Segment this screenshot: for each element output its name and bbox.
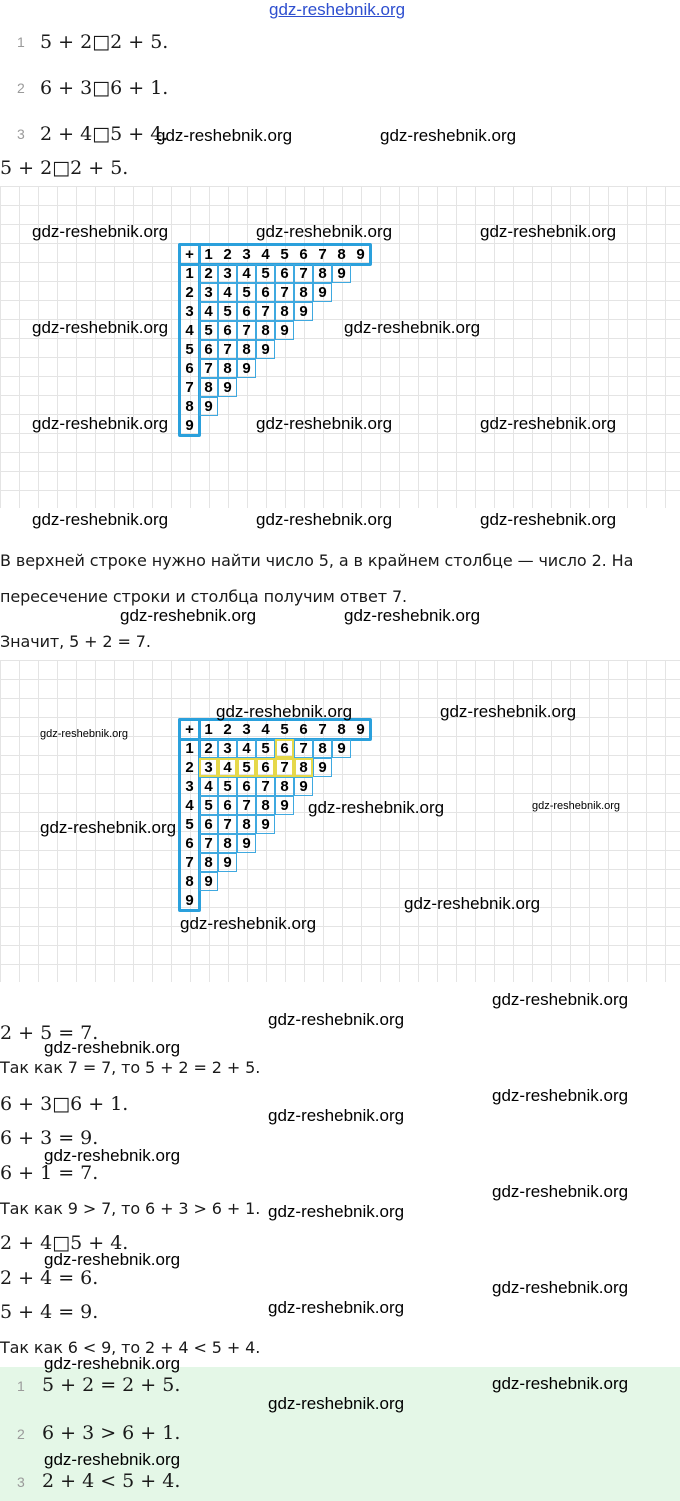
table-cell: 5 bbox=[256, 739, 275, 758]
table-cell: 4 bbox=[237, 739, 256, 758]
watermark: gdz-reshebnik.org bbox=[44, 1450, 181, 1469]
solution-line: Так как 7 = 7, то 5 + 2 = 2 + 5. bbox=[0, 1058, 261, 1077]
watermark: gdz-reshebnik.org bbox=[492, 1086, 629, 1105]
table-cell: 7 bbox=[237, 796, 256, 815]
table-cell: 5 bbox=[218, 302, 237, 321]
table-cell: 9 bbox=[256, 815, 275, 834]
table-cell: 8 bbox=[237, 340, 256, 359]
watermark: gdz-reshebnik.org bbox=[532, 800, 621, 812]
table-cell: 8 bbox=[313, 264, 332, 283]
table-header-cell: 9 bbox=[356, 721, 365, 738]
table-header-cell: 6 bbox=[299, 721, 308, 738]
watermark: gdz-reshebnik.org bbox=[344, 606, 481, 625]
table-cell: 9 bbox=[199, 872, 218, 891]
table-header-cell: 4 bbox=[261, 721, 270, 738]
table-cell: 5 bbox=[199, 796, 218, 815]
table-cell: 6 bbox=[275, 739, 294, 758]
table-row-header-cell: 7 bbox=[185, 379, 194, 396]
watermark: gdz-reshebnik.org bbox=[120, 606, 257, 625]
watermark: gdz-reshebnik.org bbox=[492, 1374, 629, 1393]
watermark: gdz-reshebnik.org bbox=[492, 1182, 629, 1201]
table-header-cell: 5 bbox=[280, 246, 289, 263]
answer-expression: 2 + 4 < 5 + 4. bbox=[42, 1470, 181, 1492]
watermark: gdz-reshebnik.org bbox=[380, 126, 517, 145]
table-cell: 8 bbox=[199, 853, 218, 872]
watermark: gdz-reshebnik.org bbox=[44, 1250, 181, 1269]
table-header-cell: 1 bbox=[204, 246, 213, 263]
table-cell: 2 bbox=[199, 739, 218, 758]
explanation-line: В верхней строке нужно найти число 5, а в крайнем столбце — число 2. На bbox=[0, 551, 634, 570]
table-row-header-cell: 5 bbox=[185, 341, 194, 358]
task-number: 2 bbox=[17, 80, 25, 96]
table-row-header-cell: 7 bbox=[185, 854, 194, 871]
table-cell: 9 bbox=[313, 283, 332, 302]
watermark: gdz-reshebnik.org bbox=[344, 318, 481, 337]
table-row-header-cell: 8 bbox=[185, 873, 194, 890]
table-header-cell: 8 bbox=[337, 721, 346, 738]
table-cell: 6 bbox=[218, 796, 237, 815]
task-expression: 5 + 2□2 + 5. bbox=[40, 31, 169, 53]
table-corner-cell: + bbox=[185, 246, 194, 263]
watermark: gdz-reshebnik.org bbox=[492, 990, 629, 1009]
table-header-cell: 8 bbox=[337, 246, 346, 263]
table-header-cell: 4 bbox=[261, 246, 270, 263]
table-cell: 4 bbox=[199, 302, 218, 321]
table-cell: 7 bbox=[237, 321, 256, 340]
table-row-header-cell: 6 bbox=[185, 360, 194, 377]
watermark: gdz-reshebnik.org bbox=[308, 798, 445, 817]
table-cell: 7 bbox=[199, 359, 218, 378]
table-cell: 7 bbox=[275, 283, 294, 302]
task-number: 1 bbox=[17, 34, 25, 50]
solution-line: 6 + 1 = 7. bbox=[0, 1162, 99, 1184]
table-cell: 8 bbox=[218, 359, 237, 378]
table-cell: 3 bbox=[199, 283, 218, 302]
table-cell: 3 bbox=[218, 264, 237, 283]
task-expression: 6 + 3□6 + 1. bbox=[40, 77, 169, 99]
table-header-cell: 7 bbox=[318, 246, 327, 263]
table-cell: 7 bbox=[199, 834, 218, 853]
explanation-line: пересечение строки и столбца получим ответ 7. bbox=[0, 587, 408, 606]
table-cell: 9 bbox=[332, 739, 351, 758]
table-cell: 6 bbox=[237, 777, 256, 796]
table-cell: 8 bbox=[275, 302, 294, 321]
table-cell: 2 bbox=[199, 264, 218, 283]
table-cell: 6 bbox=[237, 302, 256, 321]
watermark: gdz-reshebnik.org bbox=[40, 728, 129, 740]
table-header-cell: 7 bbox=[318, 721, 327, 738]
table-cell: 4 bbox=[218, 283, 237, 302]
table-cell: 8 bbox=[294, 758, 313, 777]
table-cell: 7 bbox=[294, 739, 313, 758]
table-cell: 9 bbox=[294, 777, 313, 796]
table-cell: 9 bbox=[332, 264, 351, 283]
answer-number: 1 bbox=[17, 1378, 25, 1394]
watermark: gdz-reshebnik.org bbox=[256, 414, 393, 433]
watermark: gdz-reshebnik.org bbox=[404, 894, 541, 913]
table-cell: 5 bbox=[237, 758, 256, 777]
answer-expression: 5 + 2 = 2 + 5. bbox=[42, 1374, 181, 1396]
table-cell: 9 bbox=[275, 796, 294, 815]
watermark: gdz-reshebnik.org bbox=[256, 222, 393, 241]
answer-number: 2 bbox=[17, 1426, 25, 1442]
table-cell: 3 bbox=[218, 739, 237, 758]
watermark: gdz-reshebnik.org bbox=[32, 222, 169, 241]
table-cell: 9 bbox=[294, 302, 313, 321]
watermark: gdz-reshebnik.org bbox=[44, 1354, 181, 1373]
table-cell: 7 bbox=[218, 340, 237, 359]
table-header-cell: 5 bbox=[280, 721, 289, 738]
table-header-cell: 2 bbox=[223, 721, 232, 738]
table-cell: 7 bbox=[256, 777, 275, 796]
table-cell: 8 bbox=[256, 796, 275, 815]
table-row-header-cell: 2 bbox=[185, 284, 194, 301]
watermark: gdz-reshebnik.org bbox=[268, 1202, 405, 1221]
table-cell: 8 bbox=[237, 815, 256, 834]
table-cell: 4 bbox=[199, 777, 218, 796]
watermark: gdz-reshebnik.org bbox=[32, 318, 169, 337]
table-cell: 9 bbox=[275, 321, 294, 340]
watermark: gdz-reshebnik.org bbox=[32, 510, 169, 529]
table-row-header-cell: 1 bbox=[185, 265, 194, 282]
watermark: gdz-reshebnik.org bbox=[32, 414, 169, 433]
table-cell: 8 bbox=[294, 283, 313, 302]
table-row-header-cell: 3 bbox=[185, 778, 194, 795]
table-cell: 6 bbox=[199, 340, 218, 359]
task-number: 3 bbox=[17, 126, 25, 142]
table-row-header-cell: 6 bbox=[185, 835, 194, 852]
table-cell: 8 bbox=[218, 834, 237, 853]
table-cell: 9 bbox=[237, 359, 256, 378]
table-cell: 9 bbox=[199, 397, 218, 416]
table-header-cell: 9 bbox=[356, 246, 365, 263]
watermark: gdz-reshebnik.org bbox=[44, 1146, 181, 1165]
table-cell: 9 bbox=[313, 758, 332, 777]
table-header-cell: 3 bbox=[242, 721, 251, 738]
table-cell: 5 bbox=[218, 777, 237, 796]
table-cell: 8 bbox=[199, 378, 218, 397]
watermark: gdz-reshebnik.org bbox=[180, 914, 317, 933]
answer-expression: 6 + 3 > 6 + 1. bbox=[42, 1422, 181, 1444]
table-header-cell: 1 bbox=[204, 721, 213, 738]
table-cell: 9 bbox=[218, 378, 237, 397]
table-row-header-cell: 8 bbox=[185, 398, 194, 415]
solution-line: 2 + 4 = 6. bbox=[0, 1267, 99, 1289]
solution-line: 2 + 5 = 7. bbox=[0, 1022, 99, 1044]
table-cell: 5 bbox=[256, 264, 275, 283]
solution-line: 5 + 4 = 9. bbox=[0, 1301, 99, 1323]
watermark: gdz-reshebnik.org bbox=[40, 818, 177, 837]
watermark: gdz-reshebnik.org bbox=[480, 510, 617, 529]
table-cell: 6 bbox=[218, 321, 237, 340]
table-cell: 8 bbox=[275, 777, 294, 796]
watermark: gdz-reshebnik.org bbox=[156, 126, 293, 145]
solution-line: Так как 6 < 9, то 2 + 4 < 5 + 4. bbox=[0, 1338, 261, 1357]
watermark: gdz-reshebnik.org bbox=[268, 1106, 405, 1125]
solution-line: Так как 9 > 7, то 6 + 3 > 6 + 1. bbox=[0, 1199, 261, 1218]
table-cell: 5 bbox=[199, 321, 218, 340]
solution-line: 6 + 3 = 9. bbox=[0, 1127, 99, 1149]
table-row-header-cell: 3 bbox=[185, 303, 194, 320]
table-cell: 7 bbox=[218, 815, 237, 834]
watermark: gdz-reshebnik.org bbox=[268, 1394, 405, 1413]
table-cell: 4 bbox=[218, 758, 237, 777]
solution-heading: 5 + 2□2 + 5. bbox=[0, 157, 129, 179]
watermark: gdz-reshebnik.org bbox=[216, 702, 353, 721]
table-cell: 9 bbox=[218, 853, 237, 872]
table-cell: 6 bbox=[256, 283, 275, 302]
watermark: gdz-reshebnik.org bbox=[492, 1278, 629, 1297]
watermark: gdz-reshebnik.org bbox=[440, 702, 577, 721]
solution-line: 2 + 4□5 + 4. bbox=[0, 1232, 129, 1254]
watermark: gdz-reshebnik.org bbox=[480, 222, 617, 241]
table-cell: 3 bbox=[199, 758, 218, 777]
table-cell: 7 bbox=[256, 302, 275, 321]
conclusion-line: Значит, 5 + 2 = 7. bbox=[0, 632, 151, 651]
table-cell: 8 bbox=[313, 739, 332, 758]
table-cell: 6 bbox=[199, 815, 218, 834]
table-cell: 9 bbox=[256, 340, 275, 359]
table-cell: 6 bbox=[256, 758, 275, 777]
table-row-header-cell: 4 bbox=[185, 797, 194, 814]
table-row-header-cell: 9 bbox=[185, 417, 194, 434]
answer-number: 3 bbox=[17, 1474, 25, 1490]
watermark: gdz-reshebnik.org bbox=[256, 510, 393, 529]
table-cell: 9 bbox=[237, 834, 256, 853]
table-row-header-cell: 2 bbox=[185, 759, 194, 776]
table-row-header-cell: 5 bbox=[185, 816, 194, 833]
task-expression: 2 + 4□5 + 4. bbox=[40, 123, 169, 145]
table-header-cell: 3 bbox=[242, 246, 251, 263]
watermark: gdz-reshebnik.org bbox=[268, 1298, 405, 1317]
table-cell: 4 bbox=[237, 264, 256, 283]
table-cell: 7 bbox=[294, 264, 313, 283]
table-header-cell: 2 bbox=[223, 246, 232, 263]
solution-line: 6 + 3□6 + 1. bbox=[0, 1093, 129, 1115]
table-corner-cell: + bbox=[185, 721, 194, 738]
table-cell: 7 bbox=[275, 758, 294, 777]
table-row-header-cell: 1 bbox=[185, 740, 194, 757]
watermark: gdz-reshebnik.org bbox=[268, 1010, 405, 1029]
table-cell: 6 bbox=[275, 264, 294, 283]
table-cell: 8 bbox=[256, 321, 275, 340]
watermark: gdz-reshebnik.org bbox=[44, 1038, 181, 1057]
table-cell: 5 bbox=[237, 283, 256, 302]
table-row-header-cell: 9 bbox=[185, 892, 194, 909]
watermark: gdz-reshebnik.org bbox=[269, 0, 406, 19]
table-header-cell: 6 bbox=[299, 246, 308, 263]
table-row-header-cell: 4 bbox=[185, 322, 194, 339]
watermark: gdz-reshebnik.org bbox=[480, 414, 617, 433]
